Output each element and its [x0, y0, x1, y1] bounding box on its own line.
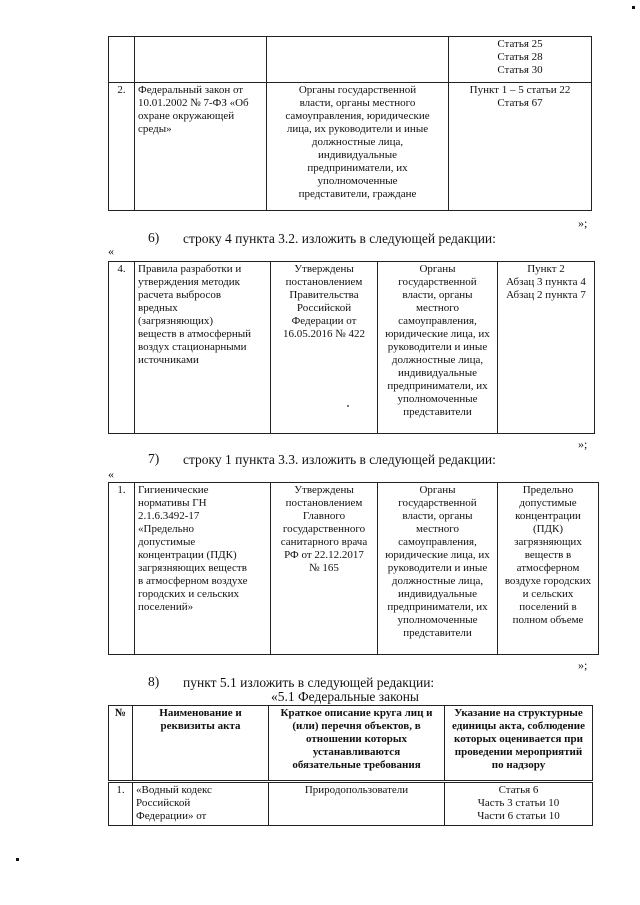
scan-speck [632, 6, 635, 9]
subjects-cell: Органы государственной власти, органы местного самоуправления, юридические лица, их руководители и иные должностные лица, индивидуальные предприниматели, их уполномоченные представители [378, 483, 498, 655]
opening-quote: « [108, 467, 114, 481]
row-number: 4. [109, 262, 135, 434]
amendment-text: строку 1 пункта 3.3. изложить в следующей редакции: [183, 452, 496, 467]
col-header-number: № [109, 706, 133, 782]
refs-cell: Статья 25 Статья 28 Статья 30 [449, 37, 592, 83]
table-article-continuation [108, 36, 592, 211]
item-number: 8) [148, 674, 160, 689]
item-number: 6) [148, 230, 160, 245]
table-row-3-3 [108, 482, 599, 655]
col-header-description: Краткое описание круга лиц и (или) перечня объектов, в отношении которых устанавливаются обязательные требования [269, 706, 445, 782]
amendment-text: строку 4 пункта 3.2. изложить в следующей редакции: [183, 231, 496, 246]
refs-cell: Пункт 1 – 5 статьи 22 Статья 67 [449, 83, 592, 211]
col-header-refs: Указание на структурные единицы акта, соблюдение которых оценивается при проведении мероприятий по надзору [445, 706, 593, 782]
row-number: 1. [109, 483, 135, 655]
table-federal-laws [108, 705, 593, 826]
amendment-text: пункт 5.1 изложить в следующей редакции: [183, 675, 435, 690]
description-cell: Природопользователи [269, 782, 445, 826]
row-number: 2. [109, 83, 135, 211]
refs-cell: Предельно допустимые концентрации (ПДК) загрязняющих веществ в атмосферном воздухе городских и сельских поселений в полном объеме [498, 483, 599, 655]
row-number: 1. [109, 782, 133, 826]
table-row [109, 483, 599, 655]
item-number: 7) [148, 451, 160, 466]
act-name-cell: Федеральный закон от 10.01.2002 № 7-ФЗ «Об охране окружающей среды» [135, 83, 267, 211]
act-name-cell: «Водный кодекс Российской Федерации» от [133, 782, 269, 826]
table-row [109, 262, 595, 434]
refs-cell: Статья 6 Часть 3 статьи 10 Части 6 статьи 10 [445, 782, 593, 826]
approval-cell: Утверждены постановлением Правительства Российской Федерации от 16.05.2016 № 422 [271, 262, 378, 434]
subjects-cell: Органы государственной власти, органы местного самоуправления, юридические лица, их руководители и иные должностные лица, индивидуальные предприниматели, их уполномоченные представители [378, 262, 498, 434]
table-header-row [109, 706, 593, 782]
scan-speck [347, 405, 349, 407]
section-subtitle: «5.1 Федеральные законы [271, 689, 419, 704]
approval-cell: Утверждены постановлением Главного государственного санитарного врача РФ от 22.12.2017 № 165 [271, 483, 378, 655]
subjects-cell: Органы государственной власти, органы местного самоуправления, юридические лица, их руководители и иные должностные лица, индивидуальные предприниматели, их уполномоченные представители, граждане [267, 83, 449, 211]
table-row [109, 83, 592, 211]
opening-quote: « [108, 244, 114, 258]
scan-speck [16, 858, 19, 861]
table-row-3-2 [108, 261, 595, 434]
act-name-cell: Гигиенические нормативы ГН 2.1.6.3492-17 «Предельно допустимые концентрации (ПДК) загрязняющих веществ в атмосферном воздухе городских и сельских поселений» [135, 483, 271, 655]
closing-quote: »; [578, 658, 588, 672]
refs-cell: Пункт 2 Абзац 3 пункта 4 Абзац 2 пункта 7 [498, 262, 595, 434]
act-name-cell: Правила разработки и утверждения методик расчета выбросов вредных (загрязняющих) веществ в атмосферный воздух стационарными источниками [135, 262, 271, 434]
closing-quote: »; [578, 437, 588, 451]
table-row [109, 782, 593, 826]
col-header-name: Наименование и реквизиты акта [133, 706, 269, 782]
table-row [109, 37, 592, 83]
closing-quote: »; [578, 216, 588, 230]
